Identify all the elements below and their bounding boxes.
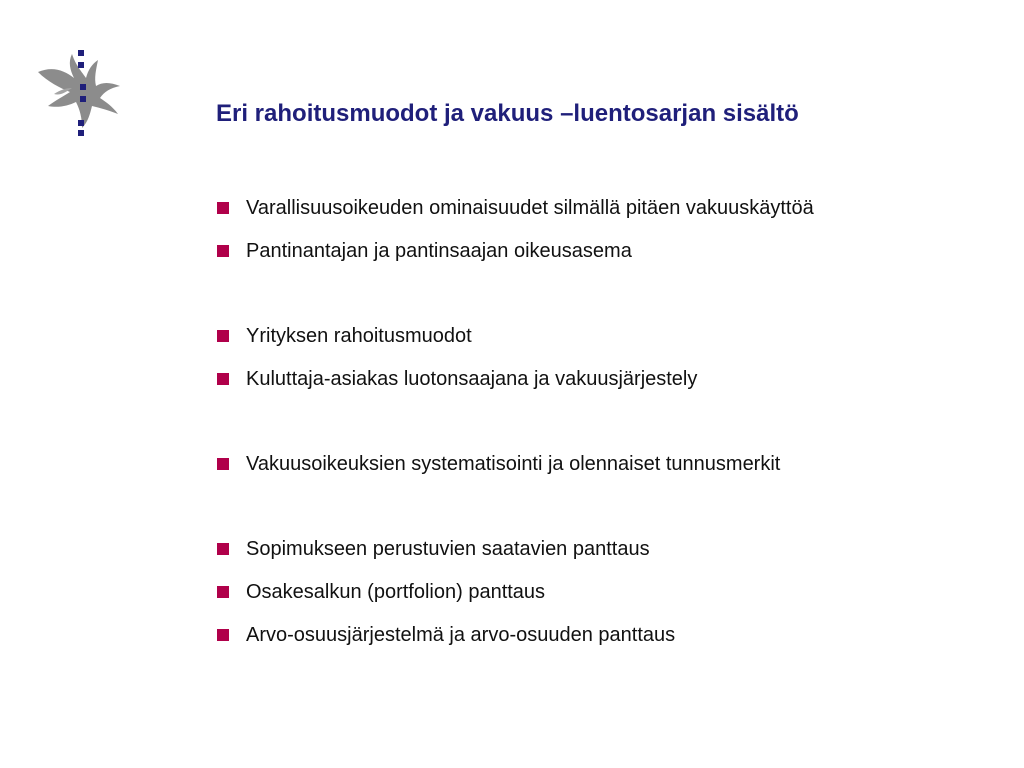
bullet-item — [217, 580, 545, 604]
square-bullet-icon — [217, 586, 229, 598]
bullet-text: Sopimukseen perustuvien saatavien panttaus — [246, 538, 650, 560]
university-flame-logo-icon — [34, 44, 126, 136]
bullet-text: Kuluttaja-asiakas luotonsaajana ja vakuusjärjestely — [246, 368, 698, 390]
bullet-item — [217, 196, 814, 220]
bullet-text: Varallisuusoikeuden ominaisuudet silmällä pitäen vakuuskäyttöä — [246, 197, 814, 219]
bullet-text: Yrityksen rahoitusmuodot — [246, 325, 472, 347]
bullet-item — [217, 324, 472, 348]
bullet-text: Arvo-osuusjärjestelmä ja arvo-osuuden panttaus — [246, 624, 676, 646]
square-bullet-icon — [217, 202, 229, 214]
square-bullet-icon — [217, 629, 229, 641]
square-bullet-icon — [217, 245, 229, 257]
bullet-text: Vakuusoikeuksien systematisointi ja olennaiset tunnusmerkit — [246, 453, 781, 475]
bullet-item — [217, 239, 632, 263]
bullet-text: Pantinantajan ja pantinsaajan oikeusasema — [246, 240, 632, 262]
square-bullet-icon — [217, 330, 229, 342]
square-bullet-icon — [217, 458, 229, 470]
slide-title: Eri rahoitusmuodot ja vakuus –luentosarjan sisältö — [216, 100, 799, 127]
bullet-item — [217, 367, 697, 391]
bullet-item — [217, 623, 675, 647]
bullet-text: Osakesalkun (portfolion) panttaus — [246, 581, 546, 603]
square-bullet-icon — [217, 543, 229, 555]
bullet-item — [217, 452, 780, 476]
bullet-item — [217, 537, 650, 561]
square-bullet-icon — [217, 373, 229, 385]
